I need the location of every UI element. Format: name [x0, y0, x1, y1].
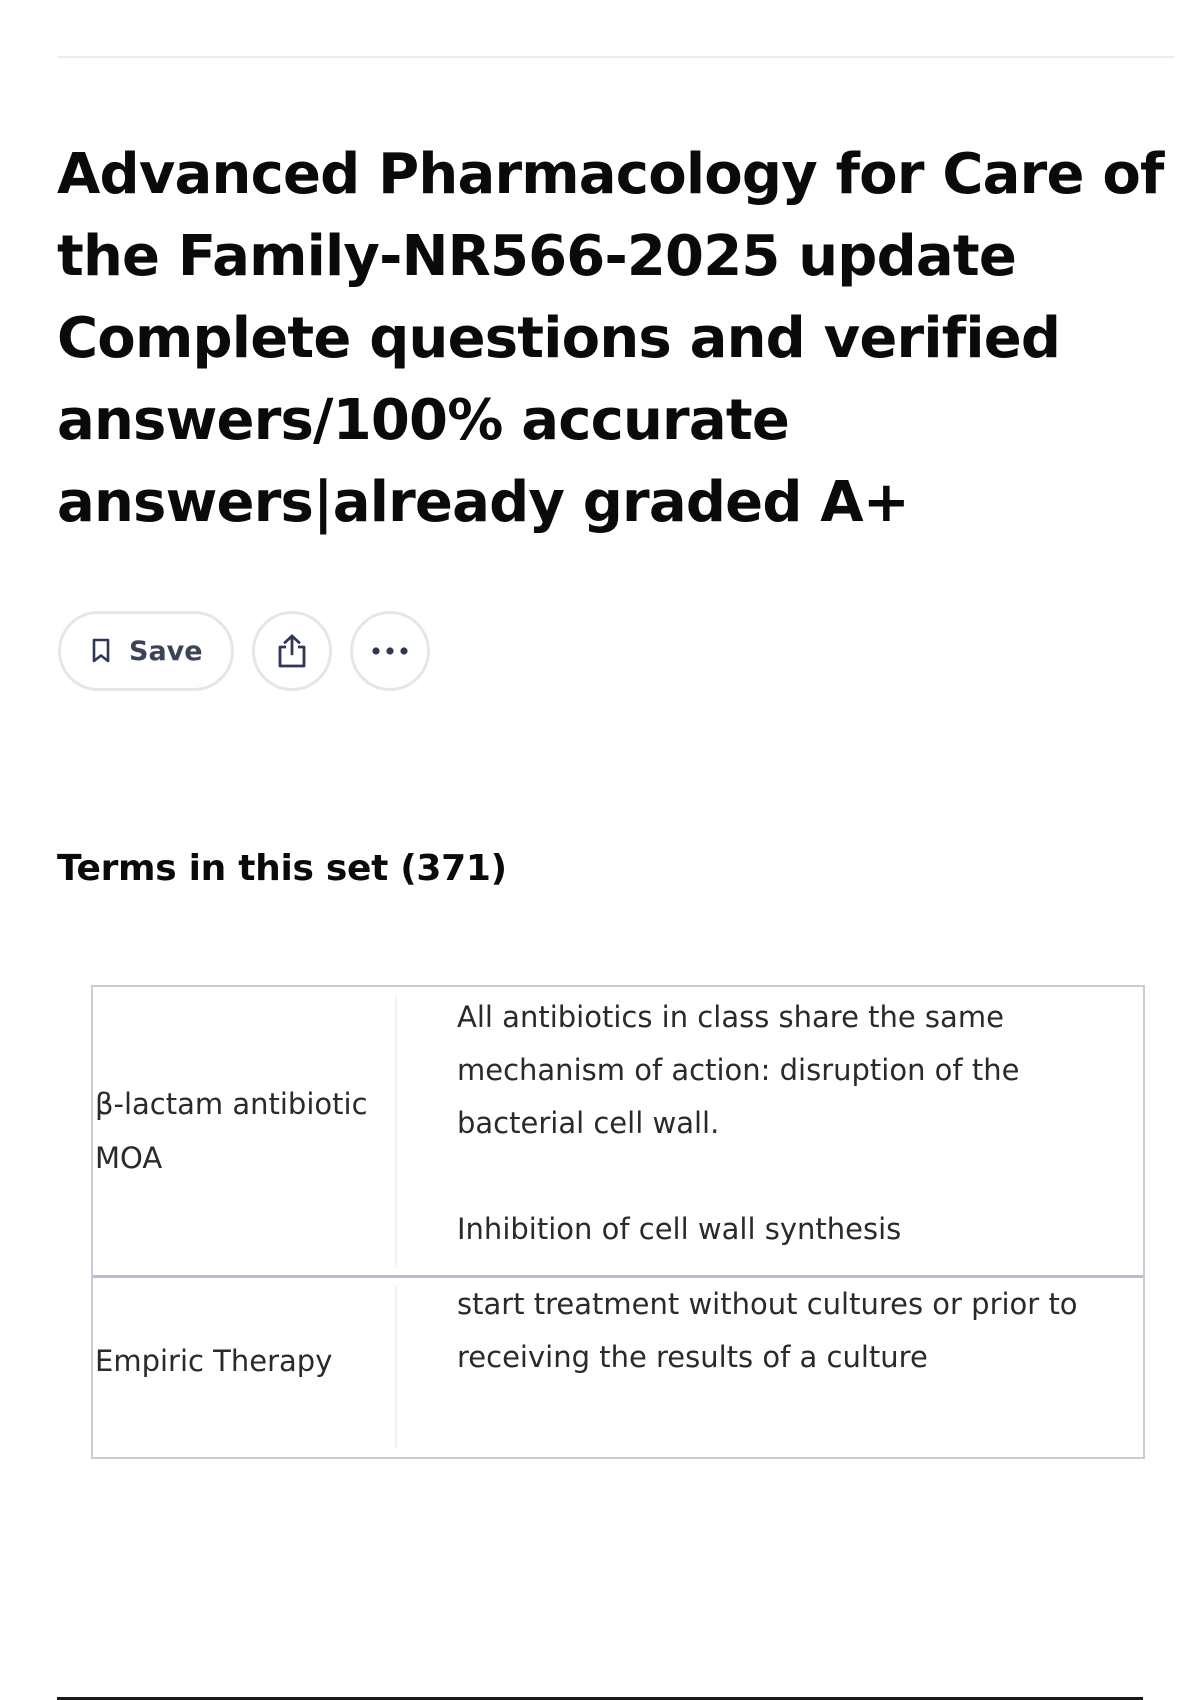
top-divider	[57, 56, 1175, 58]
page-title: Advanced Pharmacology for Care of the Family-NR566-2025 update Complete questions and verified answers/100% accurate answers|already graded A+	[57, 142, 1164, 535]
more-options-icon	[370, 646, 410, 656]
term-word: β-lactam antibiotic MOA	[95, 1087, 368, 1175]
bookmark-icon	[91, 638, 111, 664]
term-row[interactable]	[93, 1275, 1143, 1457]
terms-heading: Terms in this set (371)	[57, 848, 507, 889]
more-options-button[interactable]	[350, 611, 430, 691]
save-button-label: Save	[129, 635, 203, 667]
term-row[interactable]	[93, 987, 1143, 1275]
term-definition: All antibiotics in class share the same mechanism of action: disruption of the bacterial cell wall. Inhibition of cell wall synthesis	[457, 1000, 1020, 1246]
share-icon	[275, 633, 309, 669]
share-button[interactable]	[252, 611, 332, 691]
set-actions-toolbar	[58, 611, 430, 691]
term-definition: start treatment without cultures or prior to receiving the results of a culture	[457, 1287, 1078, 1374]
save-button[interactable]	[58, 611, 234, 691]
term-word: Empiric Therapy	[95, 1343, 333, 1378]
terms-table	[91, 985, 1145, 1459]
